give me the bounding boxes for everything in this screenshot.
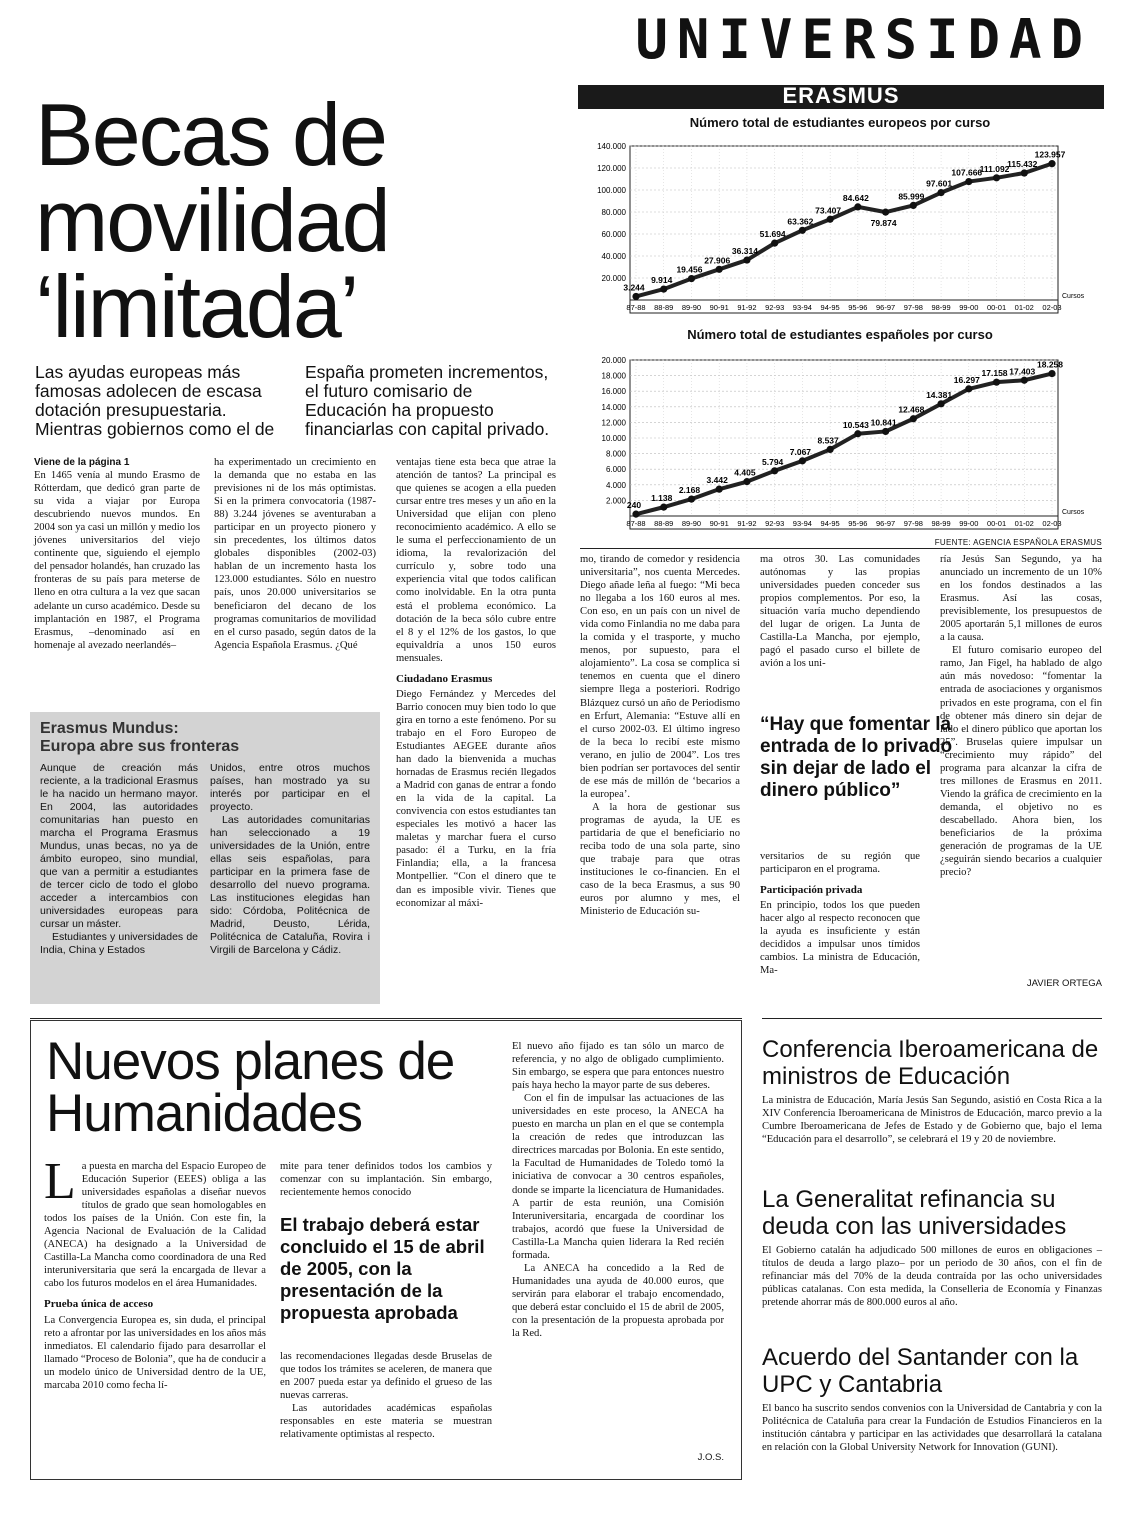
chart-1-data-point [854,203,861,210]
subhead-prueba: Prueba única de acceso [44,1298,154,1311]
chart-2-ytick-label: 10.000 [601,434,626,443]
chart-1-xtick-label: 89-90 [681,303,702,312]
main-col-2-text: ha experimentado un crecimiento en la demanda que no estaba en las previsiones ni de los más optimistas. Si en la primera convocatoria (1987-88) 3.244 jóvenes se aventuraban a participar en un proyecto pionero y sin precedentes, los últimos datos globales disponibles (2002-03) hablan de un incremento hasta los 123.000 estudiantes. Sólo en nuestro país, unos 20.000 universitarios se beneficiaron del decano de los programas comunitarios de movilidad en el curso pasado, según datos de la Agencia Española Erasmus. ¿Qué [214,457,376,651]
chart-1-data-label: 111.092 [979,163,1010,174]
chart-2-data-point [632,511,639,518]
chart-1-xaxis-title: Cursos [1062,293,1085,300]
humanidades-col-2-text: mite para tener definidos todos los cambios y comenzar con su implantación. Sin embargo, recientemente hemos conocido [280,1161,492,1199]
humanidades-headline: Nuevos planes de Humanidades [46,1032,455,1143]
brief-1-headline: Conferencia Iberoamericana de ministros de Educación [762,1036,1099,1090]
chart-1-xtick-label: 88-89 [654,303,674,312]
mundus-col-a-text: Aunque de creación más reciente, a la tradicional Erasmus le ha nacido un hermano mayor. En 2004, las autoridades comunitarias han puesto en marcha el Programa Erasmus Mundus, unas becas, no ya de ámbito europeo, sino mundial, que van a permitir a estudiantes de tercer ciclo de todo el globo acceder a intercambios con universidades europeas para cursar un máster. [40,762,198,930]
chart-1-ytick-label: 100.000 [597,186,626,195]
humanidades-col-1b-text: La Convergencia Europea es, sin duda, el principal reto a afrontar por las universidades en los años más inmediatos. El calendario fijado para desarrollar el llamado “Proceso de Bolonia”, que ha de conducir a un modelo único de Universidad dentro de la UE, marcaba 2010 como fecha lí- [44,1314,266,1391]
mundus-title [40,720,370,756]
chart-2-xtick-label: 02-03 [1042,519,1062,528]
chart-1-data-point [882,209,889,216]
mundus-col-b2-text: Las autoridades comunitarias han seleccionado a 19 universidades de la Unión, entre ellas seis españolas, para participar en la primera fase de desarrollo del nuevo programa. Las instituciones elegidas han sido: Córdoba, Politécnica de Madrid, Deusto, Lérida, Politécnica de Cataluña, Rovira i Virgili de Barcelona y Cádiz. [210,814,370,956]
chart-1-data-point [965,178,972,185]
chart-2-data-point [965,385,972,392]
chart-1-xtick-label: 87-88 [626,303,646,312]
main-col-6b-text: El futuro comisario europeo del ramo, Jan Figel, ha hablado de algo aún más novedoso: “fomentar la entrada de asociaciones y organismos privados en este programa, con el fin de obtener más dinero sin dejar de lado el dinero público que aportan los 25”. Bruselas quiere impulsar un “crecimiento muy rápido” del programa para alcanzar la cifra de tres millones de Erasmus en 2011. Viendo la gráfica de crecimiento en la demanda, el objetivo no es descabellado. Ahora bien, los beneficiarios de la próxima generación de programas de la UE ¿seguirán siendo becarios a cualquier precio? [940,645,1102,879]
chart-2-data-label: 17.158 [981,368,1008,379]
chart-1-data-point [771,240,778,247]
chart-1-xtick-label: 02-03 [1042,303,1062,312]
chart-2-ytick-label: 20.000 [601,356,626,365]
section-title: UNIVERSIDAD [635,8,1092,71]
main-col-4-text: mo, tirando de comedor y residencia universitaria”, nos cuenta Mercedes. Diego añade leña al fuego: “Mi beca no llegaba a los 160 euros al mes. Con eso, en un país con un nivel de vida como Finlandia no me daba para la comida y el trasporte, y mucho menos, por supuesto, para el alojamiento”. La cosa se complica si tenemos en cuenta que el dinero siempre llega a posteriori. Rodrigo Blázquez cursó un año de Periodismo en Erfurt, Alemania: “Estuve allí en el curso 2002-03. El último ingreso de la beca lo recibí este mismo verano, en julio de 2004”. Los tres bien podrían ser portavoces del sentir de ese más de millón de ‘becarios a la europea’. [580,554,740,800]
chart-1-data-point [937,189,944,196]
chart-1-data-label: 123.957 [1034,149,1066,160]
dropcap: L [44,1153,76,1210]
chart-2-ytick-label: 14.000 [601,402,626,412]
mundus-title-line2: Europa abre sus fronteras [40,738,240,755]
brief-3-headline: Acuerdo del Santander con la UPC y Cantabria [762,1344,1079,1398]
chart-2-xtick-label: 87-88 [626,519,646,528]
main-col-3b-text: Diego Fernández y Mercedes del Barrio conocen muy bien todo lo que gira en torno a este fenómeno. Por su trabajo en el Foro Europeo de Estudiantes AEGEE durante años han dado la bienvenida a muchas hornadas de Erasmus recién llegados a Madrid con ganas de entrar a fondo en la vida de la capital. La convivencia con estos estudiantes tan especiales les motivó a hacer las maletas y marchar fuera el curso pasado: él a Turku, en la fría Finlandia; ella, a la francesa Montpellier. “Con el dinero que te dan es imposible vivir. Tienes que economizar al máxi- [396,688,556,909]
chart-2-ytick-label: 4.000 [605,480,626,490]
main-col-3 [396,456,556,910]
main-col-3-text: ventajas tiene esta beca que atrae la atención de tantos? La principal es que quienes se acogen a ella pueden cursar entre tres meses y un año en la Universidad que elijan con pleno reconocimiento académico. A ello se le suma el perfeccionamiento de un idioma, la revalorización del currículo y, sobre todo una experiencia vital que todos califican como inolvidable. En la otra punta está el problema económico. La dotación de la beca sólo cubre entre el 8 y el 12% de los gastos, lo que equivaldría a unos 150 euros mensuales. [396,457,556,664]
main-col-5 [760,553,920,670]
continued-from: Viene de la página 1 [34,457,130,468]
chart-2-xtick-label: 91-92 [737,519,757,528]
humanidades-col-1 [44,1153,266,1392]
chart-1-data-label: 51.694 [759,229,786,240]
chart-2-xtick-label: 93-94 [792,519,812,528]
chart-1-xtick-label: 01-02 [1014,303,1034,312]
humanidades-pullquote: El trabajo deberá estar concluido el 15 de abril de 2005, con la presentación de la propuesta aprobada [280,1214,485,1323]
humanidades-col-2c-text: Las autoridades académicas españolas responsables en este materia se muestran relativamente optimistas al respecto. [280,1403,492,1441]
chart-2-ytick-label: 2.000 [605,496,626,506]
main-col-4b-text: A la hora de gestionar sus programas de ayuda, la UE es partidaria de que el beneficiario no reciba todo de una sola parte, sino que trabaje para que otras instituciones le co-financien. En el caso de la beca Erasmus, a sus 90 euros por alumno y mes, el Ministerio de Educación su- [580,801,740,918]
chart-2-data-point [771,467,778,474]
humanidades-col-1-text: a puesta en marcha del Espacio Europeo de Educación Superior (EEES) obliga a las universidades españolas a diseñar nuevos títulos de grado que sean homologables en todos los países de la Unión. Con este fin, la Agencia Nacional de Evaluación de la Calidad (ANECA) ha designado a la Universidad de Castilla-La Mancha como coordinadora de una Red interuniversitaria que será la encargada de llevar a cabo los futuros modelos en el área Humanidades. [44,1161,266,1290]
chart-2-xtick-label: 00-01 [986,519,1007,528]
main-col-4 [580,553,740,918]
chart-2-data-label: 17.403 [1009,366,1036,377]
main-col-5b [760,850,920,977]
main-col-1 [34,456,200,652]
brief-2-headline: La Generalitat refinancia su deuda con las universidades [762,1186,1067,1240]
chart-1-data-label: 73.407 [815,205,842,216]
humanidades-byline: J.O.S. [697,1452,724,1463]
pull-quote: “Hay que fomentar la entrada de lo privado sin dejar de lado el dinero público” [760,714,953,801]
chart-2-data-label: 7.067 [789,446,812,457]
humanidades-col-2b-text: las recomendaciones llegadas desde Bruselas de que todos los trámites se aceleren, de manera que en 2007 pueda estar ya definido el grueso de las nuevas carreras. [280,1351,492,1402]
chart-1-xtick-label: 90-91 [709,303,729,312]
chart-2-xtick-label: 90-91 [709,519,729,528]
chart-2-xtick-label: 89-90 [681,519,702,528]
chart-1-ytick-label: 80.000 [601,208,626,217]
chart-2-ytick-label: 18.000 [601,371,626,381]
chart-2-xtick-label: 97-98 [903,519,923,528]
humanidades-col-3-text: El nuevo año fijado es tan sólo un marco de referencia, y no algo de obligado cumplimiento. Sin embargo, se espera que para entonces nuestro país haya hecho la mayor parte de sus deberes. [512,1041,724,1092]
chart-1-data-point [1048,160,1055,167]
humanidades-col-3c-text: La ANECA ha concedido a la Red de Humanidades una ayuda de 40.000 euros, que servirán para elaborar el trabajo encomendado, que deberá estar concluido el 15 de abril de 2005, con la presentación de la propuesta aprobada por la Red. [512,1262,724,1340]
mundus-col-a2-text: Estudiantes y universidades de India, China y Estados [40,931,198,956]
chart-2-xtick-label: 95-96 [848,519,868,528]
chart-2-xtick-label: 98-99 [931,519,951,528]
humanidades-col-2b [280,1350,492,1441]
chart-1-data-label: 9.914 [651,275,673,286]
chart-2-data-point [716,486,723,493]
chart-2-data-point [993,379,1000,386]
chart-1-xtick-label: 93-94 [792,303,812,312]
chart-1-data-label: 85.999 [898,191,925,202]
humanidades-col-2 [280,1160,492,1199]
section-band-label: ERASMUS [782,83,900,108]
chart-1-data-label: 84.642 [842,192,869,203]
chart-1-data-label: 36.314 [731,246,758,257]
mundus-title-line1: Erasmus Mundus: [40,720,179,737]
main-byline: JAVIER ORTEGA [1026,978,1102,989]
chart-2-data-label: 5.794 [762,456,784,467]
chart-1-xtick-label: 91-92 [737,303,757,312]
chart-1-data-label: 107.666 [951,167,983,178]
brief-2-body: El Gobierno catalán ha adjudicado 500 millones de euros en obligaciones –títulos de deuda a largo plazo– por un periodo de 30 años, con el fin de refinanciar más del 70% de la deuda contraída por las ocho universidades públicas catalanas. Con esta medida, la Conselleria de Economía y Finanzas pretende ahorrar más de 800.000 euros al año. [762,1245,1102,1309]
mundus-col-a [40,762,198,957]
chart-2-data-point [660,504,667,511]
main-col-5-text: ma otros 30. Las comunidades autónomas y las propias universidades pueden conceder sus propios complementos. Por eso, la situación varía mucho dependiendo del lugar de origen. La Junta de Castilla-La Mancha, por ejemplo, pagó el pasado curso el billete de avión a los uni- [760,554,920,670]
mundus-col-b-text: Unidos, entre otros muchos países, han mostrado ya su interés por participar en el proyecto. [210,762,370,813]
chart-source: FUENTE: AGENCIA ESPAÑOLA ERASMUS [934,538,1102,547]
subhead-ciudadano: Ciudadano Erasmus [396,672,493,685]
chart-1-ytick-label: 20.000 [601,274,626,283]
chart-1-xtick-label: 94-95 [820,303,840,312]
brief-3-body: El banco ha suscrito sendos convenios con la Universidad de Cantabria y con la Politécnica de Cataluña para crear la Fundación de Estudios Financieros en la institución cántabra y participar en las actividades que desarrollará la catalana en relación con la Global University Network for Innovation (GUNI). [762,1403,1102,1454]
chart-1-xtick-label: 00-01 [986,303,1007,312]
chart-1-data-point [1021,169,1028,176]
chart-1-data-point [688,275,695,282]
subhead-participacion: Participación privada [760,884,863,897]
chart-2-data-label: 16.297 [953,374,980,385]
chart-1-data-point [716,266,723,273]
chart-2-xaxis-title: Cursos [1062,509,1085,516]
chart-2-data-label: 10.841 [870,417,897,428]
main-col-6-text: ría Jesús San Segundo, ya ha anunciado un incremento de un 10% en los fondos destinados a las Erasmus. Así las cosas, previsiblemente, los presupuestos de 2005 aportarán 5,1 millones de euros a la causa. [940,554,1102,644]
chart-2-xtick-label: 96-97 [876,519,896,528]
humanidades-col-3 [512,1040,724,1340]
chart-2-data-label: 4.405 [734,467,756,478]
chart-espanoles [580,350,1100,540]
chart-2-data-point [688,495,695,502]
chart-2-data-label: 2.168 [678,485,701,496]
chart-1-xtick-label: 97-98 [903,303,923,312]
chart-1-title: Número total de estudiantes europeos por curso [689,115,991,130]
chart-1-data-point [910,202,917,209]
chart-2-data-point [1021,377,1028,384]
chart-2-ytick-label: 6.000 [605,465,626,475]
chart-europeos [580,136,1100,324]
chart-1-data-point [660,285,667,292]
chart-1-ytick-label: 140.000 [597,142,626,151]
chart-1-ytick-label: 60.000 [601,230,626,239]
chart-2-xtick-label: 88-89 [654,519,674,528]
chart-2-title: Número total de estudiantes españoles por curso [687,327,993,342]
chart-2-data-label: 3.442 [706,475,728,486]
chart-2-data-point [743,478,750,485]
chart-1-xtick-label: 99-00 [959,303,979,312]
chart-1-xtick-label: 95-96 [848,303,868,312]
chart-2-data-point [854,430,861,437]
chart-1-data-label: 115.432 [1007,159,1038,170]
main-col-5b-text: versitarios de su región que participaron en el programa. [760,851,920,876]
chart-2-data-point [910,415,917,422]
chart-2-xtick-label: 94-95 [820,519,840,528]
chart-2-data-point [799,457,806,464]
chart-1-xtick-label: 92-93 [765,303,785,312]
chart-1-data-label: 19.456 [676,264,703,275]
chart-2-xtick-label: 99-00 [959,519,979,528]
chart-2-data-point [937,400,944,407]
chart-2-ytick-label: 16.000 [601,387,626,397]
chart-2-data-label: 1.138 [651,493,673,504]
chart-1-data-point [799,227,806,234]
main-col-5c-text: En principio, todos los que pueden hacer algo al respecto reconocen que la ayuda es insuficiente y están decididos a impulsar unos tímidos cambios. La ministra de Educación, Ma- [760,900,920,977]
main-col-2 [214,456,376,652]
chart-1-data-label: 27.906 [704,255,731,266]
main-col-1-text: En 1465 venía al mundo Erasmo de Rótterdam, que dedicó gran parte de su vida a viajar por Europa descubriendo nuevos mundos. En 2004 son ya casi un millón y medio los jóvenes universitarios del viejo continente que, siguiendo el ejemplo del pensador holandés, han cruzado las fronteras de su país para meterse de lleno en otra cultura a la vez que sacan adelante un curso académico. Desde su implantación en 1987, el Programa Erasmus, –denominado así en homenaje al avezado neerlandés– [34,470,200,651]
chart-2-data-point [1048,370,1055,377]
brief-1-body: La ministra de Educación, María Jesús San Segundo, asistió en Costa Rica a la XIV Conferencia Iberoamericana de Ministros de Educación, marco previo a la Cumbre Iberoamericana de Jefes de Estado y de Gobierno que, bajo el lema “Educación para el desarrollo”, se celebrará el 19 y 20 de noviembre. [762,1095,1102,1146]
chart-2-data-label: 240 [626,500,642,511]
chart-2-data-label: 12.468 [898,404,925,415]
chart-2-data-point [827,446,834,453]
chart-1-xtick-label: 96-97 [876,303,896,312]
chart-2-data-label: 10.543 [842,419,869,430]
chart-1-data-point [743,256,750,263]
chart-1-data-point [993,174,1000,181]
main-headline: Becas de movilidad ‘limitada’ [35,85,389,356]
chart-1-data-label: 3.244 [623,282,645,293]
chart-2-data-label: 18.258 [1037,359,1063,370]
chart-2-ytick-label: 8.000 [605,449,626,459]
humanidades-col-3b-text: Con el fin de impulsar las actuaciones de las universidades en este proceso, la ANECA ha puesto en marcha un plan en el que se contempla la creación de redes que introduzcan las directrices marcadas por Bolonia. En este sentido, la Facultad de Humanidades de Toledo tomó la iniciativa de convocar a 30 centros españoles, donde se imparte la licenciatura de Humanidades. A partir de esta reunión, una Comisión Interuniversitaria, encargada de coordinar los trabajos, acordó que fuese la Universidad de Castilla-La Mancha quien liderara la Red recién formada. [512,1093,724,1261]
chart-1-data-point [827,216,834,223]
chart-1-xtick-label: 98-99 [931,303,951,312]
main-deck: Las ayudas europeas más famosas adolecen de escasa dotación presupuestaria. Mientras gobiernos como el de España prometen incrementos, el futuro comisario de Educación ha propuesto financiarlas con capital privado. [35,362,550,439]
chart-1-ytick-label: 40.000 [601,252,626,261]
chart-1-data-point [632,293,639,300]
mundus-col-b [210,762,370,957]
chart-1-data-label: 97.601 [926,178,953,189]
chart-2-xtick-label: 01-02 [1014,519,1034,528]
chart-2-data-label: 8.537 [817,435,839,446]
chart-1-ytick-label: 120.000 [597,164,626,173]
chart-2-ytick-label: 12.000 [601,418,626,428]
chart-1-data-label: 63.362 [787,216,814,227]
chart-1-data-label: 79.874 [870,218,897,229]
main-col-6 [940,553,1102,879]
chart-2-data-label: 14.381 [926,389,953,400]
chart-2-xtick-label: 92-93 [765,519,785,528]
chart-2-data-point [882,428,889,435]
